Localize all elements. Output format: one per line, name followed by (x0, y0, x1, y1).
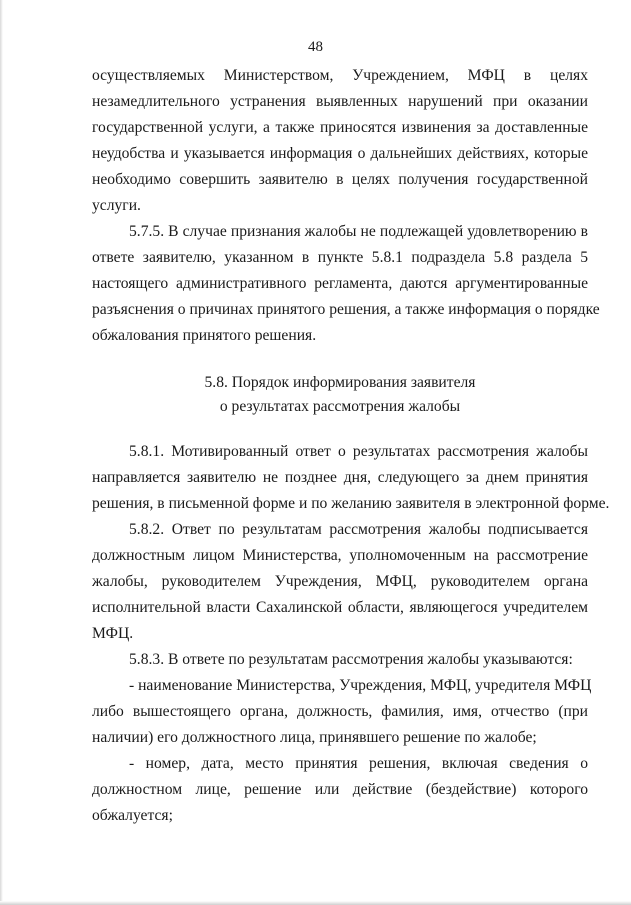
paragraph-line: жалобы, руководителем Учреждения, МФЦ, руководителем органа (92, 573, 588, 590)
paragraph-line: обжалования принятого решения. (92, 327, 317, 344)
paragraph-line: услуги. (92, 197, 141, 214)
paragraph-line: 5.7.5. В случае признания жалобы не подлежащей удовлетворению в (129, 223, 588, 240)
paragraph-line: осуществляемых Министерством, Учреждением, МФЦ в целях (92, 67, 588, 84)
paragraph-line: 5.8.1. Мотивированный ответ о результатах рассмотрения жалобы (129, 443, 588, 460)
paragraph-line: 5.8.2. Ответ по результатам рассмотрения жалобы подписывается (129, 521, 588, 538)
section-heading: о результатах рассмотрения жалобы (219, 398, 461, 415)
paragraph-line: должностным лицом Министерства, уполномоченным на рассмотрение (92, 547, 588, 564)
list-item-line: - номер, дата, место принятия решения, включая сведения о (129, 755, 588, 772)
paragraph-line: исполнительной власти Сахалинской области, являющегося учредителем (92, 599, 588, 616)
scan-bottom-edge (0, 901, 631, 905)
paragraph-line: государственной услуги, а также приносятся извинения за доставленные (92, 119, 588, 136)
paragraph-line: настоящего административного регламента, даются аргументированные (92, 275, 588, 292)
scan-left-edge (0, 0, 3, 905)
list-item-line: наличии) его должностного лица, принявшего решение по жалобе; (92, 729, 537, 746)
list-item-line: - наименование Министерства, Учреждения, МФЦ, учредителя МФЦ (129, 677, 592, 694)
paragraph-line: незамедлительного устранения выявленных нарушений при оказании (92, 93, 588, 110)
paragraph-line: необходимо совершить заявителю в целях получения государственной (92, 171, 588, 188)
paragraph-line: МФЦ. (92, 625, 134, 642)
page-number: 48 (308, 39, 323, 55)
list-item-line: должностном лице, решение или действие (бездействие) которого (92, 781, 588, 798)
paragraph-line: разъяснения о причинах принятого решения, а также информация о порядке (92, 301, 600, 318)
list-item-line: либо вышестоящего органа, должность, фамилия, имя, отчество (при (92, 703, 588, 720)
paragraph-line: решения, в письменной форме и по желанию заявителя в электронной форме. (92, 495, 610, 512)
list-item-line: обжалуется; (92, 807, 173, 824)
paragraph-line: 5.8.3. В ответе по результатам рассмотрения жалобы указываются: (129, 651, 573, 668)
paragraph-line: ответе заявителю, указанном в пункте 5.8.1 подраздела 5.8 раздела 5 (92, 249, 588, 266)
paragraph-line: неудобства и указывается информация о дальнейших действиях, которые (92, 145, 588, 162)
paragraph-line: направляется заявителю не позднее дня, следующего за днем принятия (92, 469, 588, 486)
section-heading: 5.8. Порядок информирования заявителя (204, 374, 476, 391)
